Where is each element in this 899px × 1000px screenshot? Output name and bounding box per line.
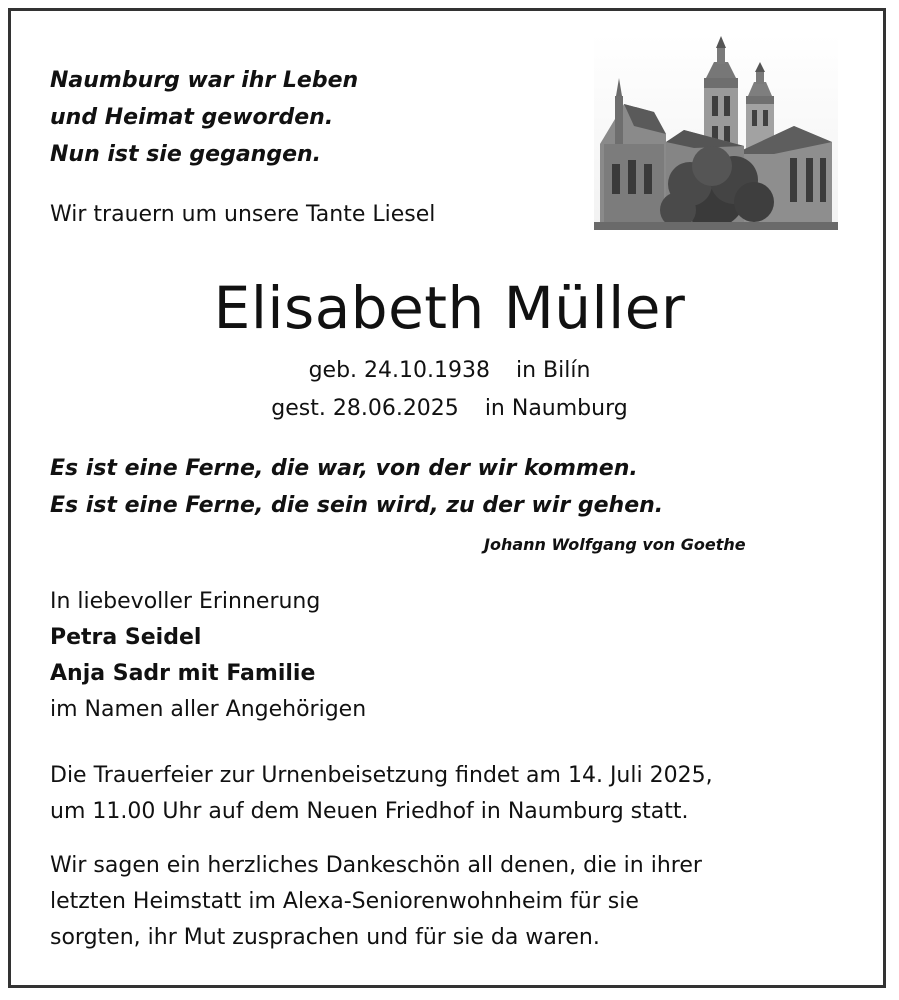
motto-line: und Heimat geworden. xyxy=(50,105,334,130)
deceased-name: Elisabeth Müller xyxy=(213,274,686,342)
thanks-line: Wir sagen ein herzliches Dankeschön all denen, die in ihrer xyxy=(50,853,702,878)
funeral-line: um 11.00 Uhr auf dem Neuen Friedhof in Naumburg statt. xyxy=(50,799,689,824)
funeral-info xyxy=(50,758,713,830)
thanks-note xyxy=(50,848,702,956)
signers-block xyxy=(50,584,366,728)
life-dates xyxy=(0,352,899,428)
signer-name: Anja Sadr mit Familie xyxy=(50,661,316,686)
birth-date: geb. 24.10.1938 xyxy=(308,358,490,383)
death-line xyxy=(0,390,899,428)
quote-author: Johann Wolfgang von Goethe xyxy=(484,535,746,554)
birth-line xyxy=(0,352,899,390)
signer-name: Petra Seidel xyxy=(50,625,202,650)
signers-outro: im Namen aller Angehörigen xyxy=(50,697,367,722)
funeral-line: Die Trauerfeier zur Urnenbeisetzung findet am 14. Juli 2025, xyxy=(50,763,713,788)
goethe-quote xyxy=(50,450,663,524)
cathedral-icon xyxy=(594,34,838,230)
motto-line: Naumburg war ihr Leben xyxy=(50,68,359,93)
motto-verse xyxy=(50,62,358,173)
motto-line: Nun ist sie gegangen. xyxy=(50,142,322,167)
thanks-line: sorgten, ihr Mut zusprachen und für sie da waren. xyxy=(50,925,600,950)
mourning-intro: Wir trauern um unsere Tante Liesel xyxy=(50,202,436,227)
death-date: gest. 28.06.2025 xyxy=(271,396,459,421)
signers-intro: In liebevoller Erinnerung xyxy=(50,589,321,614)
birth-place: in Bilín xyxy=(516,358,591,383)
death-place: in Naumburg xyxy=(484,396,628,421)
thanks-line: letzten Heimstatt im Alexa-Seniorenwohnheim für sie xyxy=(50,889,639,914)
quote-line: Es ist eine Ferne, die sein wird, zu der wir gehen. xyxy=(50,493,664,518)
quote-line: Es ist eine Ferne, die war, von der wir kommen. xyxy=(50,456,638,481)
